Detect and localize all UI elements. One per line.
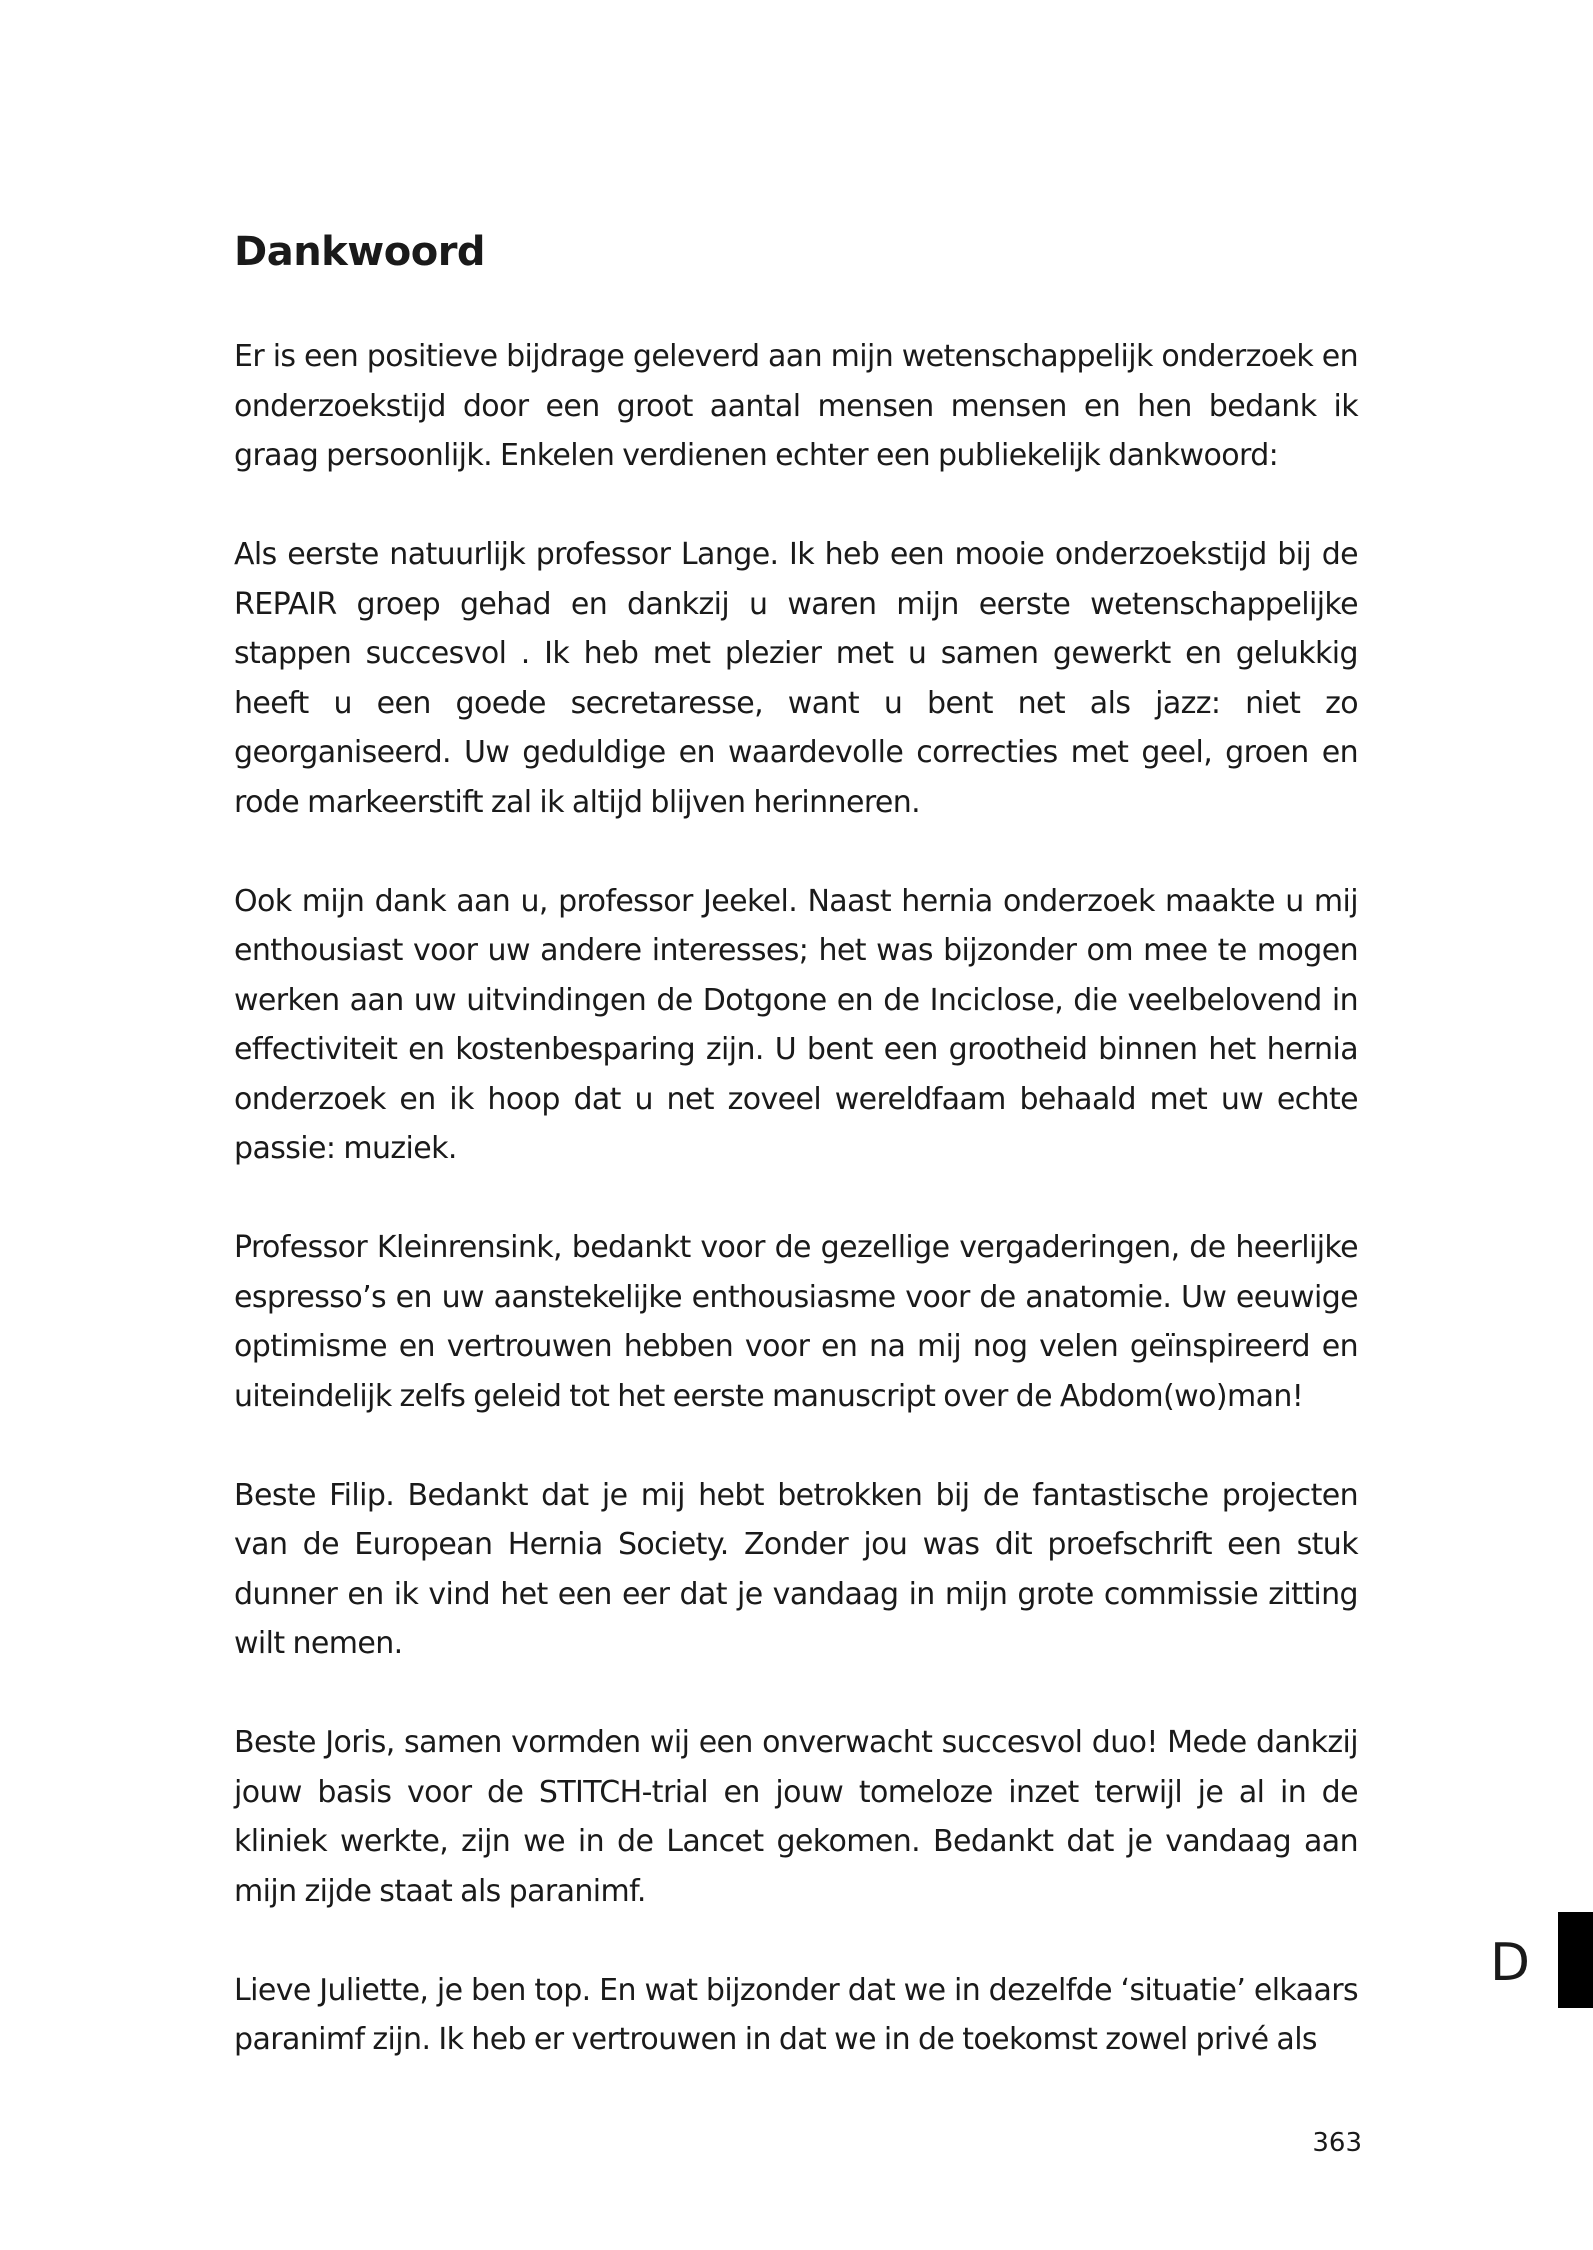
page-title: Dankwoord: [234, 229, 486, 275]
paragraph-kleinrensink: Professor Kleinrensink, bedankt voor de gezellige vergaderingen, de heerlijke espresso’s en uw aanstekelijke enthousiasme voor de anatomie. Uw eeuwige optimisme en vertrouwen hebben voor en na mij nog velen geïnspireerd en uiteindelijk zelfs geleid tot het eerste manuscript over de Abdom(wo)man!: [234, 1230, 1358, 1414]
paragraph-intro: Er is een positieve bijdrage geleverd aan mijn wetenschappelijk onderzoek en onderzoekstijd door een groot aantal mensen mensen en hen bedank ik graag persoonlijk. Enkelen verdienen echter een publiekelijk dankwoord:: [234, 339, 1358, 473]
paragraph-lange: Als eerste natuurlijk professor Lange. Ik heb een mooie onderzoekstijd bij de REPAIR groep gehad en dankzij u waren mijn eerste wetenschappelijke stappen succesvol . Ik heb met plezier met u samen gewerkt en gelukkig heeft u een goede secretaresse, want u bent net als jazz: niet zo georganiseerd. Uw geduldige en waardevolle correcties met geel, groen en rode markeerstift zal ik altijd blijven herinneren.: [234, 537, 1358, 820]
page-content: [234, 222, 1358, 2065]
section-tab-letter: D: [1490, 1933, 1531, 1993]
section-tab-marker: [1558, 1912, 1593, 2008]
paragraph-joris: Beste Joris, samen vormden wij een onverwacht succesvol duo! Mede dankzij jouw basis voor de STITCH-trial en jouw tomeloze inzet terwijl je al in de kliniek werkte, zijn we in de Lancet gekomen. Bedankt dat je vandaag aan mijn zijde staat als paranimf.: [234, 1725, 1358, 1909]
page-number: 363: [1312, 2128, 1362, 2158]
paragraph-filip: Beste Filip. Bedankt dat je mij hebt betrokken bij de fantastische projecten van de European Hernia Society. Zonder jou was dit proefschrift een stuk dunner en ik vind het een eer dat je vandaag in mijn grote commissie zitting wilt nemen.: [234, 1477, 1358, 1661]
paragraph-jeekel: Ook mijn dank aan u, professor Jeekel. Naast hernia onderzoek maakte u mij enthousiast voor uw andere interesses; het was bijzonder om mee te mogen werken aan uw uitvindingen de Dotgone en de Inciclose, die veelbelovend in effectiviteit en kostenbesparing zijn. U bent een grootheid binnen het hernia onderzoek en ik hoop dat u net zoveel wereldfaam behaald met uw echte passie: muziek.: [234, 883, 1358, 1166]
paragraph-juliette: Lieve Juliette, je ben top. En wat bijzonder dat we in dezelfde ‘situatie’ elkaars paranimf zijn. Ik heb er vertrouwen in dat we in de toekomst zowel privé als: [234, 1972, 1358, 2057]
